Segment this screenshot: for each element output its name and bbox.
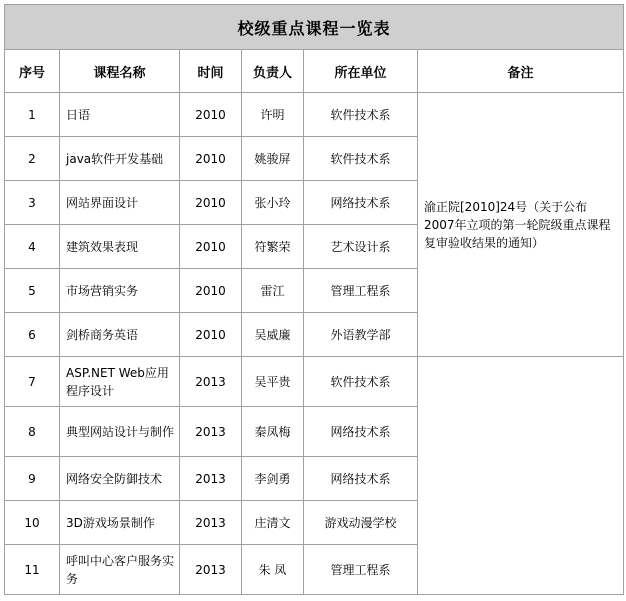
cell-course: 3D游戏场景制作 bbox=[60, 501, 180, 545]
cell-year: 2010 bbox=[180, 313, 242, 357]
cell-year: 2013 bbox=[180, 545, 242, 595]
cell-unit: 软件技术系 bbox=[304, 357, 418, 407]
header-seq: 序号 bbox=[5, 50, 60, 93]
cell-year: 2010 bbox=[180, 269, 242, 313]
remark-cell: 渝正院[2010]24号（关于公布2007年立项的第一轮院级重点课程复审验收结果的通知） bbox=[418, 93, 624, 357]
cell-unit: 管理工程系 bbox=[304, 269, 418, 313]
cell-owner: 许明 bbox=[242, 93, 304, 137]
cell-owner: 李剑勇 bbox=[242, 457, 304, 501]
cell-course: 日语 bbox=[60, 93, 180, 137]
header-owner: 负责人 bbox=[242, 50, 304, 93]
course-table bbox=[4, 4, 624, 595]
cell-unit: 软件技术系 bbox=[304, 137, 418, 181]
cell-seq: 1 bbox=[5, 93, 60, 137]
header-year: 时间 bbox=[180, 50, 242, 93]
cell-owner: 雷江 bbox=[242, 269, 304, 313]
cell-course: 网站界面设计 bbox=[60, 181, 180, 225]
cell-seq: 9 bbox=[5, 457, 60, 501]
header-course: 课程名称 bbox=[60, 50, 180, 93]
cell-course: 呼叫中心客户服务实务 bbox=[60, 545, 180, 595]
cell-seq: 6 bbox=[5, 313, 60, 357]
cell-unit: 软件技术系 bbox=[304, 93, 418, 137]
cell-owner: 朱 凤 bbox=[242, 545, 304, 595]
cell-course: 网络安全防御技术 bbox=[60, 457, 180, 501]
table-row bbox=[5, 93, 624, 137]
cell-seq: 3 bbox=[5, 181, 60, 225]
cell-unit: 管理工程系 bbox=[304, 545, 418, 595]
cell-seq: 11 bbox=[5, 545, 60, 595]
cell-owner: 张小玲 bbox=[242, 181, 304, 225]
cell-course: 剑桥商务英语 bbox=[60, 313, 180, 357]
cell-year: 2010 bbox=[180, 181, 242, 225]
cell-year: 2010 bbox=[180, 225, 242, 269]
cell-course: ASP.NET Web应用程序设计 bbox=[60, 357, 180, 407]
cell-unit: 外语教学部 bbox=[304, 313, 418, 357]
cell-seq: 7 bbox=[5, 357, 60, 407]
cell-course: 市场营销实务 bbox=[60, 269, 180, 313]
header-remark: 备注 bbox=[418, 50, 624, 93]
remark-cell-empty bbox=[418, 357, 624, 595]
cell-year: 2010 bbox=[180, 137, 242, 181]
cell-seq: 4 bbox=[5, 225, 60, 269]
cell-year: 2013 bbox=[180, 357, 242, 407]
cell-unit: 网络技术系 bbox=[304, 407, 418, 457]
cell-unit: 网络技术系 bbox=[304, 181, 418, 225]
cell-course: 建筑效果表现 bbox=[60, 225, 180, 269]
cell-owner: 庄清文 bbox=[242, 501, 304, 545]
cell-owner: 吴威廉 bbox=[242, 313, 304, 357]
cell-seq: 2 bbox=[5, 137, 60, 181]
cell-unit: 游戏动漫学校 bbox=[304, 501, 418, 545]
cell-unit: 艺术设计系 bbox=[304, 225, 418, 269]
cell-unit: 网络技术系 bbox=[304, 457, 418, 501]
cell-owner: 秦凤梅 bbox=[242, 407, 304, 457]
table-title: 校级重点课程一览表 bbox=[5, 5, 624, 50]
header-row bbox=[5, 50, 624, 93]
cell-seq: 5 bbox=[5, 269, 60, 313]
cell-year: 2013 bbox=[180, 501, 242, 545]
cell-seq: 10 bbox=[5, 501, 60, 545]
cell-owner: 姚骏屏 bbox=[242, 137, 304, 181]
cell-year: 2010 bbox=[180, 93, 242, 137]
table-row bbox=[5, 357, 624, 407]
cell-owner: 吴平贵 bbox=[242, 357, 304, 407]
cell-year: 2013 bbox=[180, 407, 242, 457]
cell-year: 2013 bbox=[180, 457, 242, 501]
header-unit: 所在单位 bbox=[304, 50, 418, 93]
cell-course: 典型网站设计与制作 bbox=[60, 407, 180, 457]
cell-course: java软件开发基础 bbox=[60, 137, 180, 181]
cell-owner: 符繁荣 bbox=[242, 225, 304, 269]
cell-seq: 8 bbox=[5, 407, 60, 457]
